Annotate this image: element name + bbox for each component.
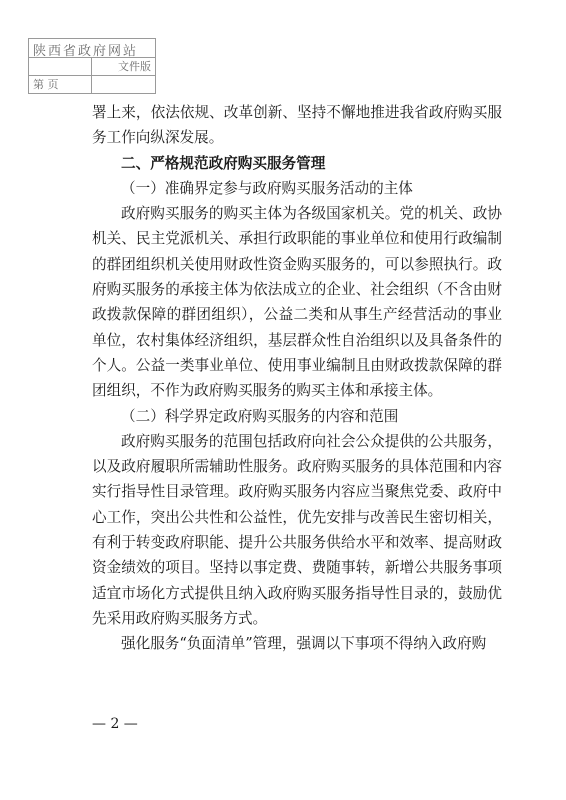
receipt-stamp bbox=[28, 38, 156, 94]
stamp-number: 第 页 bbox=[33, 78, 59, 91]
page-number: — 2 — bbox=[92, 716, 138, 732]
subsection-heading: （一）准确界定参与政府购买服务活动的主体 bbox=[121, 179, 413, 197]
stamp-subtitle: 文件版 bbox=[118, 60, 151, 73]
stamp-title: 陕西省政府网站 bbox=[33, 44, 139, 59]
paragraph-continued: 署上来，依法依规、改革创新、坚持不懈地推进我省政府购买服务工作向纵深发展。 bbox=[92, 104, 502, 147]
document-body bbox=[92, 100, 502, 657]
paragraph: 政府购买服务的范围包括政府向社会公众提供的公共服务，以及政府履职所需辅助性服务。政府购买服务的具体范围和内容实行指导性目录管理。政府购买服务内容应当聚焦党委、政府中心工作，突出公共性和公益性，优先安排与改善民生密切相关，有利于转变政府职能、提升公共服务供给水平和效率、提高财政资金绩效的项目。坚持以事定费、费随事转，新增公共服务事项适宜市场化方式提供且纳入政府购买服务指导性目录的，鼓励优先采用政府购买服务方式。 bbox=[92, 432, 502, 627]
stamp-divider bbox=[91, 57, 92, 93]
section-heading: 二、严格规范政府购买服务管理 bbox=[121, 154, 326, 172]
subsection-heading: （二）科学界定政府购买服务的内容和范围 bbox=[121, 407, 399, 425]
paragraph: 政府购买服务的购买主体为各级国家机关。党的机关、政协机关、民主党派机关、承担行政职能的事业单位和使用行政编制的群团组织机关使用财政性资金购买服务的，可以参照执行。政府购买服务的承接主体为依法成立的企业、社会组织（不含由财政拨款保障的群团组织），公益二类和从事生产经营活动的事业单位，农村集体经济组织，基层群众性自治组织以及具备条件的个人。公益一类事业单位、使用事业编制且由财政拨款保障的群团组织，不作为政府购买服务的购买主体和承接主体。 bbox=[92, 205, 502, 400]
paragraph: 强化服务“负面清单”管理，强调以下事项不得纳入政府购 bbox=[121, 635, 487, 653]
